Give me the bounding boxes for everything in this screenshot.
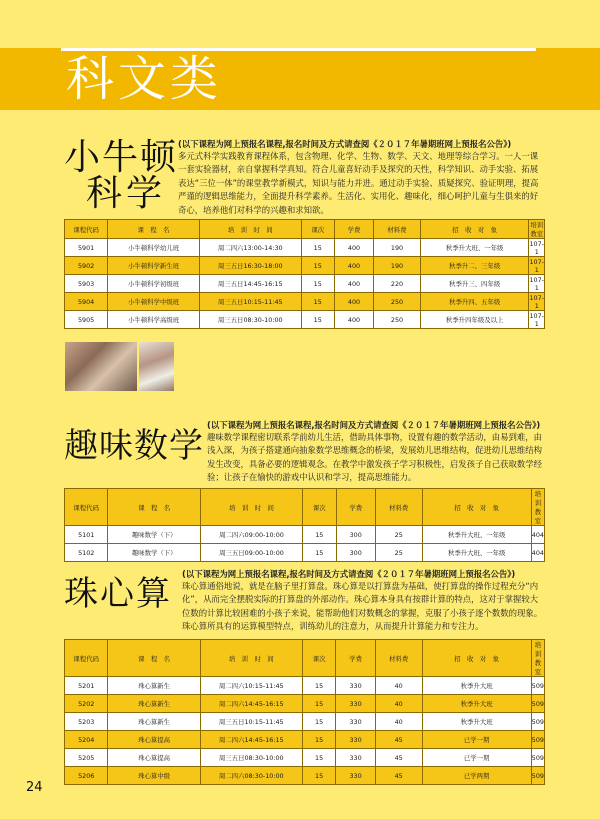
section-title-niudun-line2: 科学 — [86, 173, 167, 214]
cell-name: 小牛顿科学新生班 — [108, 257, 200, 275]
cell-code: 5901 — [65, 239, 108, 257]
cell-material: 220 — [374, 275, 421, 293]
cell-fee: 330 — [336, 731, 375, 749]
cell-lessons: 15 — [301, 239, 334, 257]
cell-name: 珠心算提高 — [108, 749, 200, 767]
cell-fee: 300 — [336, 544, 375, 562]
header-code: 课程代码 — [65, 489, 108, 526]
cell-name: 珠心算新生 — [108, 695, 200, 713]
header-material: 材料费 — [374, 220, 421, 239]
cell-code: 5202 — [65, 695, 108, 713]
cell-room: 107-1 — [529, 275, 544, 292]
cell-target: 已学一期 — [422, 731, 531, 749]
cell-target: 秋季升大班 — [422, 677, 531, 695]
cell-target: 秋季升三、四年级 — [420, 275, 529, 293]
course-table-niudun — [64, 219, 545, 329]
cell-target: 秋季升大班、一年级 — [422, 526, 531, 544]
cell-time: 周三五日16:30-18:00 — [199, 257, 301, 275]
header-target: 招 收 对 象 — [422, 640, 531, 677]
header-lessons: 课次 — [301, 220, 334, 239]
section-note-niudun: (以下课程为网上预报名课程,报名时间及方式请查阅《２０１７年暑期班网上预报名公告》) — [178, 139, 512, 149]
cell-material: 190 — [374, 239, 421, 257]
header-name: 课 程 名 — [108, 489, 201, 526]
cell-target: 秋季升大班 — [422, 713, 531, 731]
class-photo-1 — [65, 342, 137, 391]
table-row — [65, 544, 545, 562]
cell-time: 周三五日14:45-16:15 — [199, 275, 301, 293]
header-material: 材料费 — [375, 489, 422, 526]
header-fee: 学费 — [336, 489, 375, 526]
cell-target: 秋季升四年级及以上 — [420, 311, 529, 329]
section-note-abacus: (以下课程为网上预报名课程,报名时间及方式请查阅《２０１７年暑期班网上预报名公告》) — [182, 569, 516, 579]
cell-room: 509 — [531, 677, 544, 695]
cell-code: 5903 — [65, 275, 108, 293]
header-target: 招 收 对 象 — [422, 489, 531, 526]
cell-lessons: 15 — [302, 731, 336, 749]
table-header-row — [65, 489, 545, 526]
cell-room: 509 — [531, 695, 544, 713]
header-material: 材料费 — [375, 640, 422, 677]
cell-material: 40 — [375, 677, 422, 695]
cell-time: 周二四六13:00-14:30 — [199, 239, 301, 257]
cell-material: 190 — [374, 257, 421, 275]
cell-time: 周二四六08:30-10:00 — [200, 767, 302, 785]
table-row — [65, 526, 545, 544]
cell-code: 5102 — [65, 544, 108, 562]
page-number: 24 — [26, 780, 43, 795]
cell-room: 509 — [531, 731, 544, 749]
cell-name: 小牛顿科学初级班 — [108, 275, 200, 293]
cell-fee: 400 — [334, 257, 373, 275]
cell-material: 250 — [374, 311, 421, 329]
section-desc-niudun: 多元式科学实践教育课程体系，包含物理、化学、生物、数学、天文、地理等综合学习。一人一课一套实验器材，亲自掌握科学真知。符合儿童喜好动手及探究的天性，科学知识、动手实验、拓展表达“三位一体”的课堂教学新模式，知识与能力并进。通过动手实验、质疑探究、验证明理，提高严谨的逻辑思维能力，全面提升科学素养。生活化、实用化、趣味化，细心呵护儿童与生俱来的好奇心，培养他们对科学的兴趣和求知欲。 — [178, 151, 539, 215]
cell-fee: 330 — [336, 713, 375, 731]
cell-time: 周三五日08:30-10:00 — [199, 311, 301, 329]
header-code: 课程代码 — [65, 640, 108, 677]
cell-code: 5101 — [65, 526, 108, 544]
course-table-math — [64, 488, 545, 562]
cell-room: 509 — [531, 749, 544, 767]
cell-lessons: 15 — [301, 293, 334, 311]
cell-material: 45 — [375, 749, 422, 767]
section-title-abacus: 珠心算 — [64, 574, 172, 614]
header-fee: 学费 — [334, 220, 373, 239]
cell-code: 5902 — [65, 257, 108, 275]
cell-room: 509 — [531, 767, 544, 785]
table-header-row — [65, 220, 545, 239]
header-lessons: 课次 — [303, 489, 337, 526]
table-row — [65, 239, 545, 257]
cell-target: 秋季升大班 — [422, 695, 531, 713]
section-note-math: (以下课程为网上预报名课程,报名时间及方式请查阅《２０１７年暑期班网上预报名公告》) — [207, 420, 541, 430]
cell-name: 珠心算中级 — [108, 767, 200, 785]
cell-target: 秋季升四、五年级 — [420, 293, 529, 311]
section-title-niudun-line1: 小牛顿 — [64, 137, 179, 178]
cell-name: 趣味数学（下） — [108, 544, 201, 562]
cell-material: 25 — [375, 544, 422, 562]
cell-lessons: 15 — [303, 544, 337, 562]
cell-room: 404 — [531, 526, 544, 544]
cell-room: 107-1 — [529, 293, 544, 310]
cell-time: 周三五日10:15-11:45 — [200, 713, 302, 731]
cell-code: 5201 — [65, 677, 108, 695]
cell-target: 已学一期 — [422, 749, 531, 767]
table-row — [65, 311, 545, 329]
cell-time: 周二四六14:45-16:15 — [200, 731, 302, 749]
cell-material: 40 — [375, 713, 422, 731]
cell-room: 404 — [531, 544, 544, 562]
header-room: 培训教室 — [531, 489, 544, 526]
table-row — [65, 275, 545, 293]
cell-room: 107-1 — [529, 311, 544, 328]
cell-lessons: 15 — [301, 257, 334, 275]
cell-target: 秋季升二、三年级 — [420, 257, 529, 275]
cell-name: 小牛顿科学幼儿班 — [108, 239, 200, 257]
cell-code: 5203 — [65, 713, 108, 731]
cell-code: 5205 — [65, 749, 108, 767]
cell-time: 周三五日08:30-10:00 — [200, 749, 302, 767]
table-row — [65, 731, 545, 749]
header-room: 培训教室 — [530, 221, 544, 238]
header-name: 课 程 名 — [108, 220, 200, 239]
cell-material: 40 — [375, 695, 422, 713]
cell-material: 45 — [375, 767, 422, 785]
cell-name: 趣味数学（下） — [108, 526, 201, 544]
cell-code: 5206 — [65, 767, 108, 785]
cell-time: 周二四六10:15-11:45 — [200, 677, 302, 695]
cell-name: 珠心算新生 — [108, 677, 200, 695]
cell-lessons: 15 — [301, 311, 334, 329]
header-code: 课程代码 — [65, 220, 108, 239]
category-title: 科文类 — [66, 51, 223, 107]
cell-time: 周三五日09:00-10:00 — [200, 544, 302, 562]
cell-fee: 330 — [336, 695, 375, 713]
cell-lessons: 15 — [302, 767, 336, 785]
cell-material: 25 — [375, 526, 422, 544]
cell-code: 5204 — [65, 731, 108, 749]
cell-lessons: 15 — [302, 695, 336, 713]
header-name: 课 程 名 — [108, 640, 200, 677]
header-lessons: 课次 — [302, 640, 336, 677]
cell-name: 珠心算新生 — [108, 713, 200, 731]
cell-fee: 330 — [336, 677, 375, 695]
table-row — [65, 767, 545, 785]
cell-name: 小牛顿科学中级班 — [108, 293, 200, 311]
table-row — [65, 695, 545, 713]
cell-lessons: 15 — [303, 526, 337, 544]
header-time: 培 训 时 间 — [200, 640, 302, 677]
header-target: 招 收 对 象 — [420, 220, 529, 239]
cell-time: 周二四六14:45-16:15 — [200, 695, 302, 713]
section-title-math: 趣味数学 — [64, 426, 204, 466]
cell-name: 珠心算提高 — [108, 731, 200, 749]
cell-material: 250 — [374, 293, 421, 311]
cell-name: 小牛顿科学高级班 — [108, 311, 200, 329]
cell-fee: 400 — [334, 293, 373, 311]
cell-fee: 300 — [336, 526, 375, 544]
cell-target: 已学两期 — [422, 767, 531, 785]
table-row — [65, 257, 545, 275]
cell-code: 5905 — [65, 311, 108, 329]
cell-room: 107-1 — [529, 239, 544, 256]
course-table-abacus — [64, 639, 545, 785]
cell-fee: 400 — [334, 311, 373, 329]
cell-fee: 330 — [336, 767, 375, 785]
cell-lessons: 15 — [302, 713, 336, 731]
table-row — [65, 713, 545, 731]
cell-time: 周三五日10:15-11:45 — [199, 293, 301, 311]
class-photo-2 — [139, 342, 174, 391]
cell-room: 107-1 — [529, 257, 544, 274]
cell-fee: 400 — [334, 275, 373, 293]
cell-time: 周二四六09:00-10:00 — [200, 526, 302, 544]
table-row — [65, 293, 545, 311]
section-desc-abacus: 珠心算通俗地说，就是在脑子里打算盘。珠心算是以打算盘为基础，使打算盘的操作过程充分“内化”，从而完全摆脱实际的打算盘的外部动作。珠心算本身具有按群计算的特点，这对于掌握较大位数的计算比较困难的小孩子来说，能帮助他们对数概念的掌握，克服了小孩子逐个数数的现象。珠心算所具有的运算模型特点，训练幼儿的注意力，从而提升计算能力和专注力。 — [182, 581, 543, 632]
cell-lessons: 15 — [302, 677, 336, 695]
class-photos — [65, 342, 174, 391]
cell-fee: 330 — [336, 749, 375, 767]
cell-fee: 400 — [334, 239, 373, 257]
section-desc-math: 趣味数学课程密切联系学前幼儿生活，借助具体事物，设置有趣的数学活动，由易到难，由浅入深，为孩子搭建通向抽象数学思维概念的桥梁，发展幼儿思维结构，促进幼儿思维结构发生改变，具备必要的逻辑观念。在教学中激发孩子学习积极性，启发孩子自己获取数学经验；让孩子在愉快的游戏中认识和学习，提高思维能力。 — [207, 432, 542, 483]
cell-room: 509 — [531, 713, 544, 731]
cell-lessons: 15 — [302, 749, 336, 767]
table-row — [65, 677, 545, 695]
table-header-row — [65, 640, 545, 677]
cell-material: 45 — [375, 731, 422, 749]
cell-lessons: 15 — [301, 275, 334, 293]
cell-target: 秋季升大班、一年级 — [422, 544, 531, 562]
cell-code: 5904 — [65, 293, 108, 311]
table-row — [65, 749, 545, 767]
header-time: 培 训 时 间 — [200, 489, 302, 526]
header-time: 培 训 时 间 — [199, 220, 301, 239]
header-fee: 学费 — [336, 640, 375, 677]
header-room: 培训教室 — [531, 640, 544, 677]
cell-target: 秋季升大班、一年级 — [420, 239, 529, 257]
